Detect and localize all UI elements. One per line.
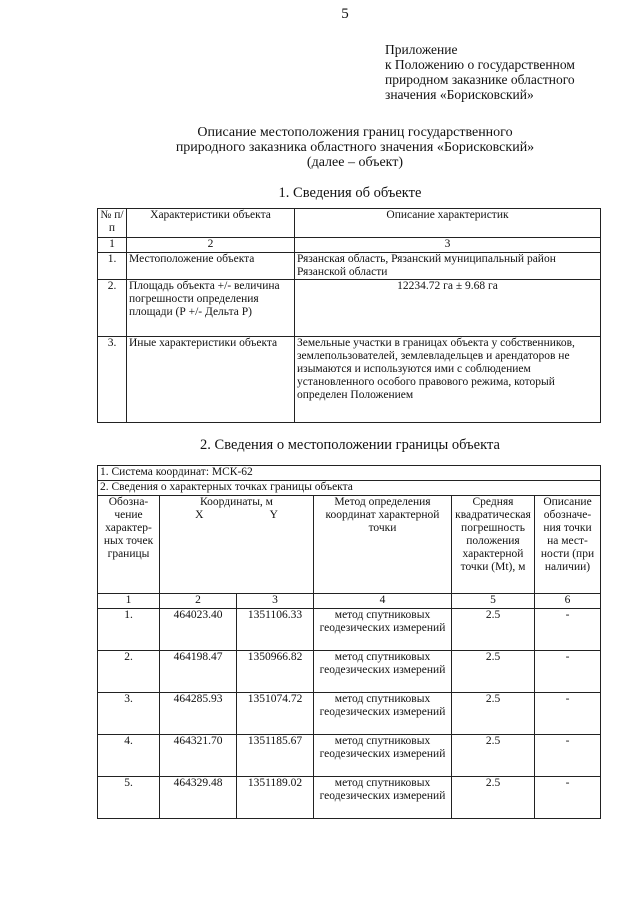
page-number: 5: [341, 6, 349, 22]
point-method: метод спутниковых геодезических измерений: [314, 777, 452, 819]
index-cell: 2: [160, 594, 237, 609]
point-description: -: [535, 693, 601, 735]
header-y: Y: [269, 509, 278, 521]
table-row: [98, 777, 601, 819]
point-number: 3.: [98, 693, 160, 735]
row-description: Земельные участки в границах объекта у собственников, землепользователей, землевладельцев и арендаторов не изымаются и используются ими с соблюдением установленного особого правового режима, который определен Положением: [295, 337, 601, 423]
appendix-line: значения «Борисковский»: [385, 87, 534, 102]
row-num: 1.: [98, 253, 127, 280]
title-line: (далее – объект): [306, 155, 404, 170]
coordinates-label: Координаты, м: [200, 496, 273, 508]
index-cell: 1: [98, 238, 127, 253]
point-description: -: [535, 735, 601, 777]
point-y: 1351074.72: [237, 693, 314, 735]
point-number: 5.: [98, 777, 160, 819]
header-x: X: [195, 509, 204, 521]
row-description: 12234.72 га ± 9.68 га: [295, 280, 601, 337]
point-x: 464198.47: [160, 651, 237, 693]
appendix-note: [385, 42, 575, 102]
index-cell: 3: [237, 594, 314, 609]
point-y: 1351185.67: [237, 735, 314, 777]
section2-heading: 2. Сведения о местоположении границы объекта: [200, 437, 500, 453]
index-cell: 4: [314, 594, 452, 609]
header-method: Метод определения координат характерной точки: [314, 496, 452, 594]
section1-heading: 1. Сведения об объекте: [278, 185, 422, 201]
point-mt: 2.5: [452, 609, 535, 651]
point-description: -: [535, 609, 601, 651]
header-designation: Обозна-чение характер-ных точек границы: [98, 496, 160, 594]
point-mt: 2.5: [452, 693, 535, 735]
title-line: природного заказника областного значения «Борисковский»: [175, 140, 535, 155]
document-title: [0, 125, 640, 170]
header-mt: Средняя квадратическая погрешность положения характерной точки (Mt), м: [452, 496, 535, 594]
point-mt: 2.5: [452, 651, 535, 693]
point-y: 1351106.33: [237, 609, 314, 651]
point-method: метод спутниковых геодезических измерений: [314, 735, 452, 777]
row-characteristic: Местоположение объекта: [127, 253, 295, 280]
table-row: [98, 651, 601, 693]
point-x: 464285.93: [160, 693, 237, 735]
point-mt: 2.5: [452, 777, 535, 819]
table-row: [98, 735, 601, 777]
points-caption: 2. Сведения о характерных точках границы объекта: [98, 481, 601, 496]
row-num: 2.: [98, 280, 127, 337]
appendix-line: природном заказнике областного: [385, 72, 575, 87]
object-info-table: [97, 208, 601, 423]
row-num: 3.: [98, 337, 127, 423]
index-cell: 3: [295, 238, 601, 253]
point-method: метод спутниковых геодезических измерений: [314, 693, 452, 735]
table-row: [98, 253, 601, 280]
point-x: 464321.70: [160, 735, 237, 777]
appendix-line: к Положению о государственном: [385, 57, 575, 72]
table-row: [98, 609, 601, 651]
index-cell: 6: [535, 594, 601, 609]
point-method: метод спутниковых геодезических измерений: [314, 609, 452, 651]
header-characteristic: Характеристики объекта: [127, 209, 295, 238]
point-description: -: [535, 651, 601, 693]
point-number: 4.: [98, 735, 160, 777]
point-x: 464329.48: [160, 777, 237, 819]
point-y: 1350966.82: [237, 651, 314, 693]
header-description: Описание характеристик: [295, 209, 601, 238]
header-point-description: Описание обозначе-ния точки на мест-ности (при наличии): [535, 496, 601, 594]
point-y: 1351189.02: [237, 777, 314, 819]
row-characteristic: Иные характеристики объекта: [127, 337, 295, 423]
boundary-points-table: [97, 465, 601, 819]
table-row: [98, 337, 601, 423]
table-row: [98, 280, 601, 337]
index-cell: 5: [452, 594, 535, 609]
header-num: № п/п: [98, 209, 127, 238]
index-cell: 1: [98, 594, 160, 609]
point-x: 464023.40: [160, 609, 237, 651]
index-cell: 2: [127, 238, 295, 253]
point-mt: 2.5: [452, 735, 535, 777]
header-coordinates: [160, 496, 314, 594]
coord-system: 1. Система координат: МСК-62: [98, 466, 601, 481]
point-method: метод спутниковых геодезических измерений: [314, 651, 452, 693]
row-description: Рязанская область, Рязанский муниципальный район Рязанской области: [295, 253, 601, 280]
point-description: -: [535, 777, 601, 819]
row-characteristic: Площадь объекта +/- величина погрешности определения площади (Р +/- Дельта Р): [127, 280, 295, 337]
table-row: [98, 693, 601, 735]
point-number: 1.: [98, 609, 160, 651]
point-number: 2.: [98, 651, 160, 693]
appendix-line: Приложение: [385, 42, 458, 57]
title-line: Описание местоположения границ государственного: [197, 125, 513, 140]
